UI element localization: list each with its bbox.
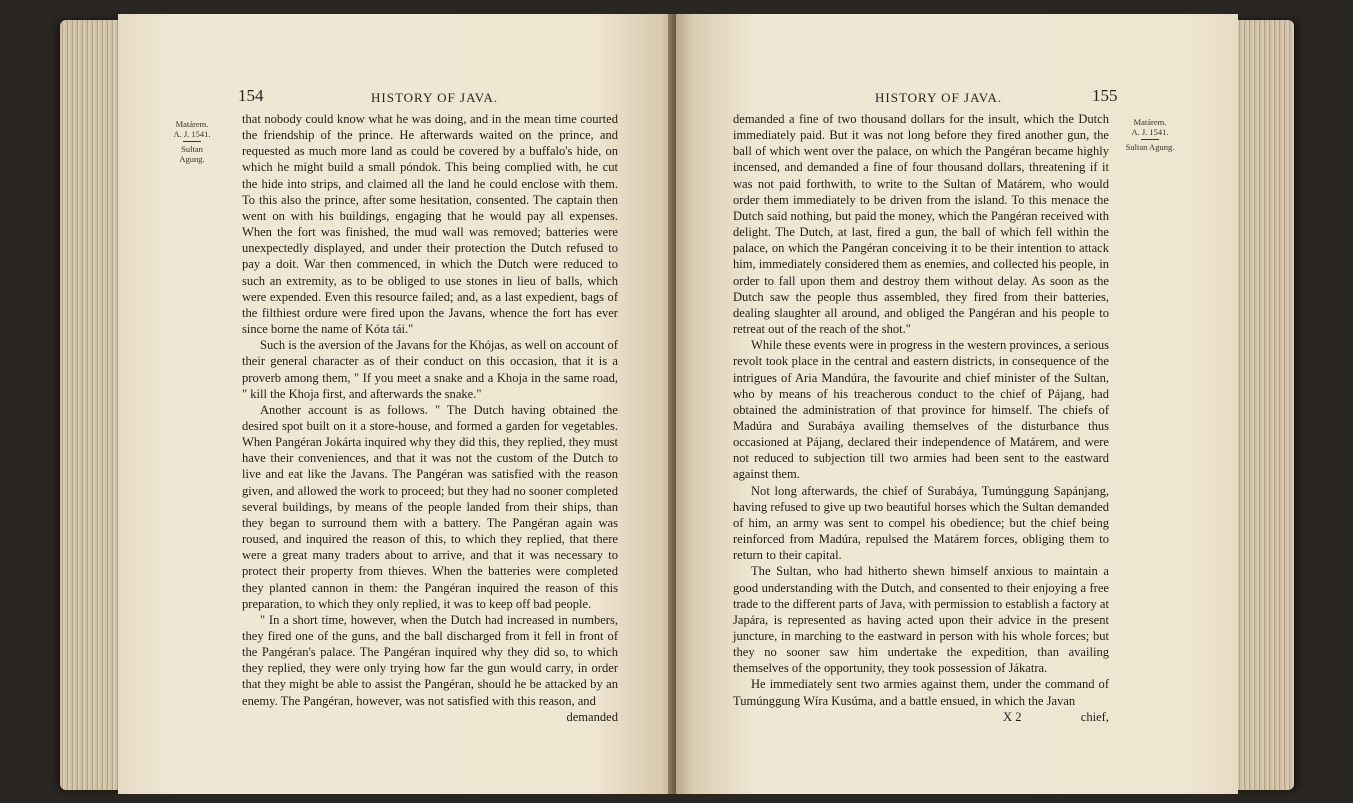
paragraph: " In a short time, however, when the Dutch had increased in numbers, they fired one of the guns, and the ball discharged from it fell in front of the Pangéran's palace. The Pangéran inquired why they did so, to which they replied, they were only trying how far the gun would carry, in order that they might be able to assist the Pangéran, should he be attacked by an enemy. The Pangéran, however, was not satisfied with this reason, and	[242, 612, 618, 708]
right-page-number: 155	[1092, 86, 1118, 105]
marginal-date: A. J. 1541.	[173, 129, 211, 139]
paragraph: The Sultan, who had hitherto shewn himself anxious to maintain a good understanding with the Dutch, and consented to their enjoying a free trade to the different parts of Java, with permission to establish a factory at Japára, is represented as having acted upon their advice in the present juncture, in marching to the eastward in person with his whole forces; but they no sooner saw him undertake the expedition, than availing themselves of the opportunity, they took possession of Jákatra.	[733, 564, 1109, 676]
paragraph: Another account is as follows. " The Dutch having obtained the desired spot built on it a store-house, and formed a garden for vegetables. When Pangéran Jokárta inquired why they did this, they replied, they must have their conveniences, and that it was not the custom of the Dutch to live and eat like the Javans. The Pangéran was satisfied with the reason given, and allowed the work to proceed; but they had no sooner completed several buildings, by means of the people landed from their ships, than they began to surround them with a battery. The Pangéran again was roused, and inquired the reason of this, to which they replied, that there were a great many traders about to arrive, and that it was necessary to protect their property from thieves. When the batteries were completed they planted cannon in them: the Pangéran inquired the reason of this preparation, to which they only replied, it was to keep off bad people.	[242, 402, 618, 611]
marginal-ruler: Sultan Agung.	[179, 144, 205, 164]
paragraph: He immediately sent two armies against them, under the command of Tumúnggung Wíra Kusúma, and a battle ensued, in which the Javan	[733, 677, 1109, 708]
left-text-block	[242, 111, 618, 725]
catchword: chief,	[1080, 709, 1109, 724]
left-marginal-note	[168, 119, 216, 164]
paragraph: Such is the aversion of the Javans for the Khójas, as well on account of their general character as of their conduct on this occasion, that it is a proverb among them, " If you meet a snake and a Khoja in the same road, " kill the Khoja first, and afterwards the snake."	[242, 338, 618, 401]
marginal-date: A. J. 1541.	[1131, 127, 1169, 137]
left-running-head: HISTORY OF JAVA.	[371, 90, 499, 105]
marginal-rule	[183, 141, 201, 142]
right-marginal-note	[1124, 117, 1176, 152]
signature-line	[733, 709, 1109, 725]
marginal-rule	[1141, 139, 1159, 140]
paragraph: that nobody could know what he was doing, and in the mean time courted the friendship of the prince. He afterwards waited on the prince, and requested as much more land as could be covered by a buffalo's hide, on which he might build a small póndok. This being complied with, he cut the hide into strips, and claimed all the land he could enclose with them. To this also the prince, after some hesitation, consented. The captain then went on with his buildings, engaging that he would pay all expenses. When the fort was finished, the mud wall was removed; batteries were unexpectedly displayed, and under their protection the Dutch refused to pay a doit. War then commenced, in which the Dutch were reduced to such an extremity, as to be obliged to use stones in lieu of balls, which were expended. Even this resource failed; and, as a last expedient, bags of the filthiest ordure were fired upon the Javans, whence the fort has ever since borne the name of Kóta tái."	[242, 112, 618, 337]
catchword: demanded	[566, 709, 618, 724]
right-text-block	[733, 111, 1109, 725]
marginal-place: Matárem.	[1133, 117, 1167, 127]
right-running-head: HISTORY OF JAVA.	[875, 90, 1003, 105]
paragraph: Not long afterwards, the chief of Surabáya, Tumúnggung Sapánjang, having refused to give up two beautiful horses which the Sultan demanded of him, an army was sent to compel his obedience; but the chief being reinforced from Madúra, repulsed the Matárem forces, obliging them to return to their capital.	[733, 483, 1109, 563]
paragraph: demanded a fine of two thousand dollars for the insult, which the Dutch immediately paid. But it was not long before they fired another gun, the ball of which went over the palace, on which the Pangéran became highly incensed, and demanded a fine of four thousand dollars, threatening if it was not paid forthwith, to write to the Sultan of Matárem, who would order them immediately to be driven from the island. To this menace the Dutch said nothing, but paid the money, which the Pangéran received with delight. The Dutch, at last, fired a gun, the ball of which fell within the palace, on which the Pangéran conceiving it to be their intention to attack him, immediately considered them as enemies, and collected his people, in order to fall upon them and destroy them without delay. As soon as the Dutch saw the people thus assembled, they fired from their batteries, dealing slaughter all around, and obliged the Pangéran and his people to retreat out of the reach of the shot."	[733, 112, 1109, 337]
marginal-ruler: Sultan Agung.	[1125, 142, 1175, 152]
paragraph: While these events were in progress in the western provinces, a serious revolt took place in the central and eastern districts, in consequence of the intrigues of Aria Mandúra, the favourite and chief minister of the Sultan, who by means of his treacherous conduct to the chief of Pájang, had obtained the administration of that province for himself. The chiefs of Madúra and Surabáya availing themselves of the disturbance thus occasioned at Pájang, declared their independence of Matárem, and were not reduced to subjection till two armies had been sent to the eastward against them.	[733, 338, 1109, 482]
signature-mark: X 2	[1003, 709, 1022, 724]
marginal-place: Matárem.	[175, 119, 209, 129]
left-page-number: 154	[238, 86, 264, 105]
